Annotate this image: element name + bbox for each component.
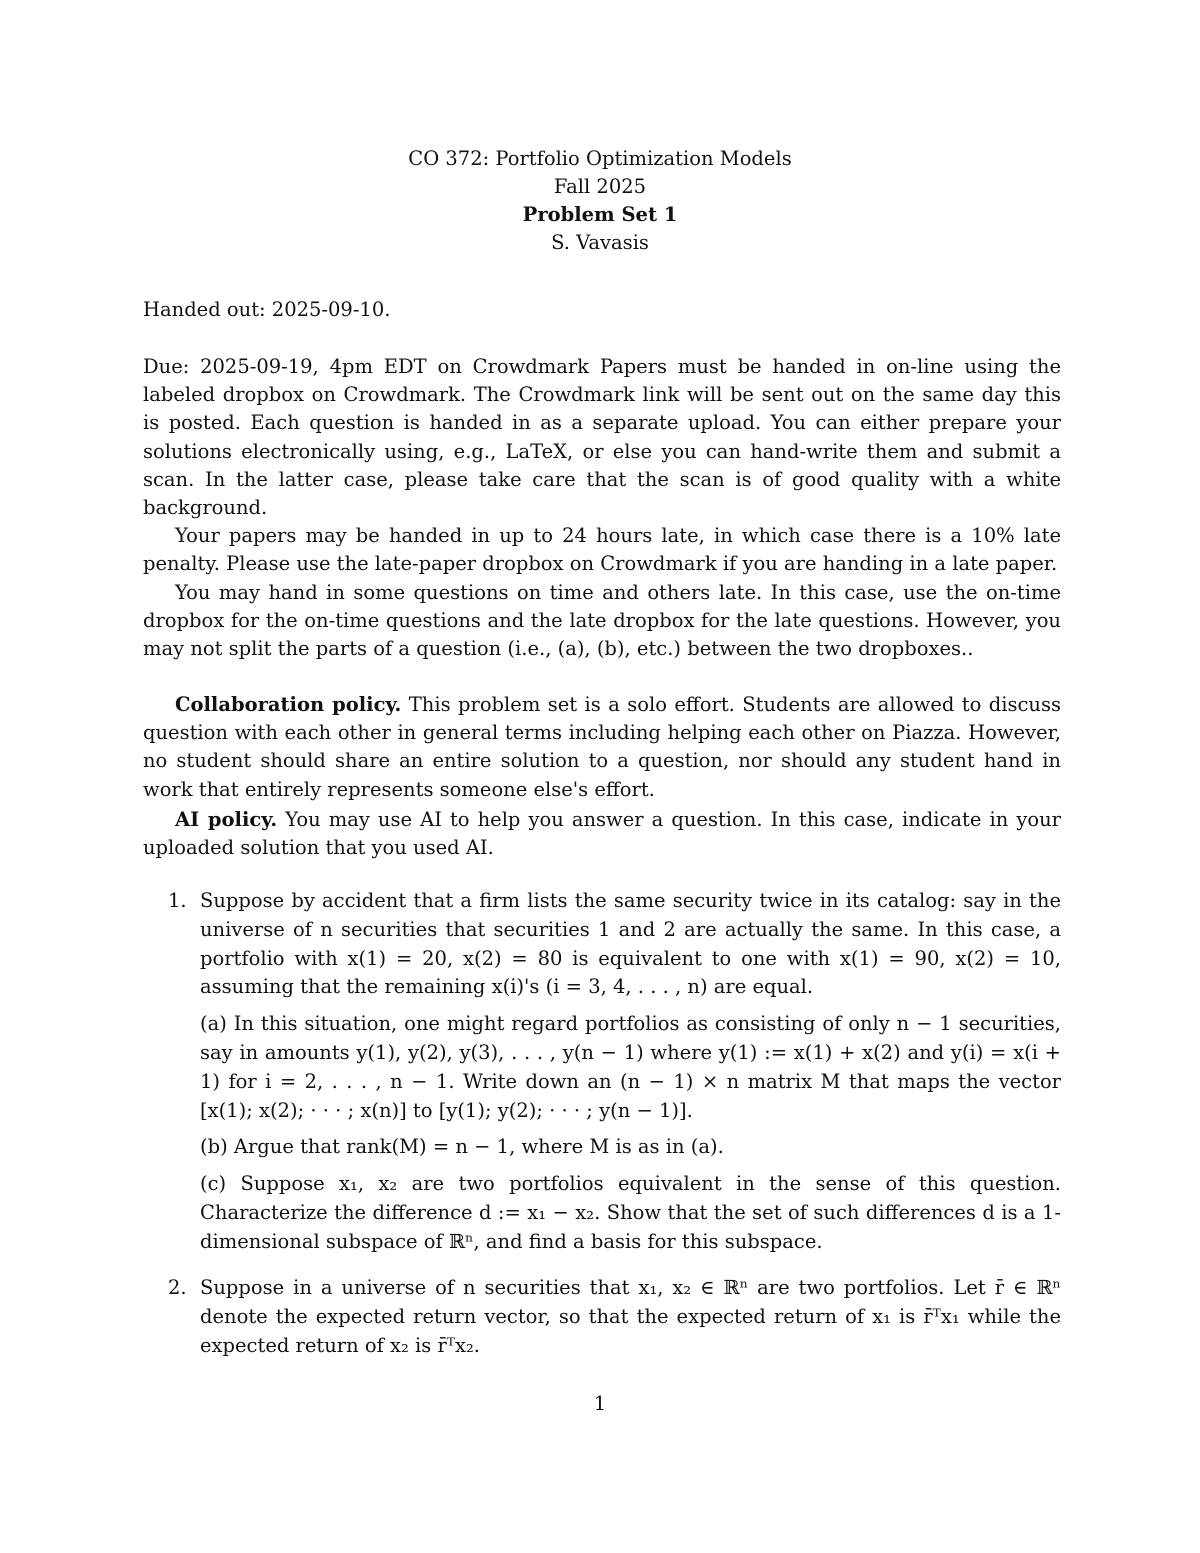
collaboration-policy-paragraph [143, 691, 1061, 804]
course-title: CO 372: Portfolio Optimization Models [408, 147, 792, 170]
due-paragraph: Due: 2025-09-19, 4pm EDT on Crowdmark Papers must be handed in on-line using the labeled dropbox on Crowdmark. The Crowdmark link will be sent out on the same day this is posted. Each question is handed in as a separate upload. You can either prepare your solutions electronically using, e.g., LaTeX, or else you can hand-write them and submit a scan. In the latter case, please take care that the scan is of good quality with a white background. [143, 355, 1061, 520]
collaboration-policy-text: This problem set is a solo effort. Students are allowed to discuss question with each other in general terms including helping each other on Piazza. However, no student should share an entire solution to a question, nor should any student hand in work that entirely represents someone else's effort. [143, 693, 1061, 801]
term: Fall 2025 [553, 175, 647, 198]
question-1-part-a: (a) In this situation, one might regard portfolios as consisting of only n − 1 securities, say in amounts y(1), y(2), y(3), . . . , y(n − 1) where y(1) := x(1) + x(2) and y(i) = x(i + 1) for i = 2, . . . , n − 1. Write down an (n − 1) × n matrix M that maps the vector [x(1); x(2); · · · ; x(n)] to [y(1); y(2); · · · ; y(n − 1)]. [200, 1012, 1061, 1122]
question-2-text: Suppose in a universe of n securities that x₁, x₂ ∈ ℝⁿ are two portfolios. Let r̄ ∈ ℝⁿ denote the expected return vector, so that the expected return of x₁ is r̄ᵀx₁ while the expected return of x₂ is r̄ᵀx₂. [200, 1276, 1061, 1357]
question-number: 1. [168, 889, 187, 912]
question-number: 2. [168, 1276, 187, 1299]
ai-policy-text: You may use AI to help you answer a question. In this case, indicate in your uploaded solution that you used AI. [143, 808, 1061, 860]
question-2 [168, 1274, 1061, 1360]
late-policy-paragraph: Your papers may be handed in up to 24 hours late, in which case there is a 10% late penalty. Please use the late-paper dropbox on Crowdmark if you are handing in a late paper. [143, 524, 1061, 576]
question-1 [168, 887, 1061, 1257]
page-number: 1 [593, 1392, 607, 1415]
author: S. Vavasis [551, 231, 649, 254]
collaboration-policy-label: Collaboration policy. [175, 693, 402, 716]
ai-policy-label: AI policy. [175, 808, 278, 831]
question-1-intro: Suppose by accident that a firm lists the same security twice in its catalog: say in the universe of n securities that securities 1 and 2 are actually the same. In this case, a portfolio with x(1) = 20, x(2) = 80 is equivalent to one with x(1) = 90, x(2) = 10, assuming that the remaining x(i)'s (i = 3, 4, . . . , n) are equal. [200, 889, 1061, 999]
split-policy-paragraph: You may hand in some questions on time and others late. In this case, use the on-time dropbox for the on-time questions and the late dropbox for the late questions. However, you may not split the parts of a question (i.e., (a), (b), etc.) between the two dropboxes.. [143, 581, 1061, 661]
ai-policy-paragraph [143, 806, 1061, 862]
title-block [0, 145, 1200, 257]
problem-set-title: Problem Set 1 [522, 203, 678, 226]
question-1-part-b: (b) Argue that rank(M) = n − 1, where M is as in (a). [200, 1135, 724, 1159]
handed-out-date: Handed out: 2025-09-10. [143, 298, 391, 321]
question-1-part-c: (c) Suppose x₁, x₂ are two portfolios equivalent in the sense of this question. Characterize the difference d := x₁ − x₂. Show that the set of such differences d is a 1-dimensional subspace of ℝⁿ, and find a basis for this subspace. [200, 1172, 1061, 1253]
